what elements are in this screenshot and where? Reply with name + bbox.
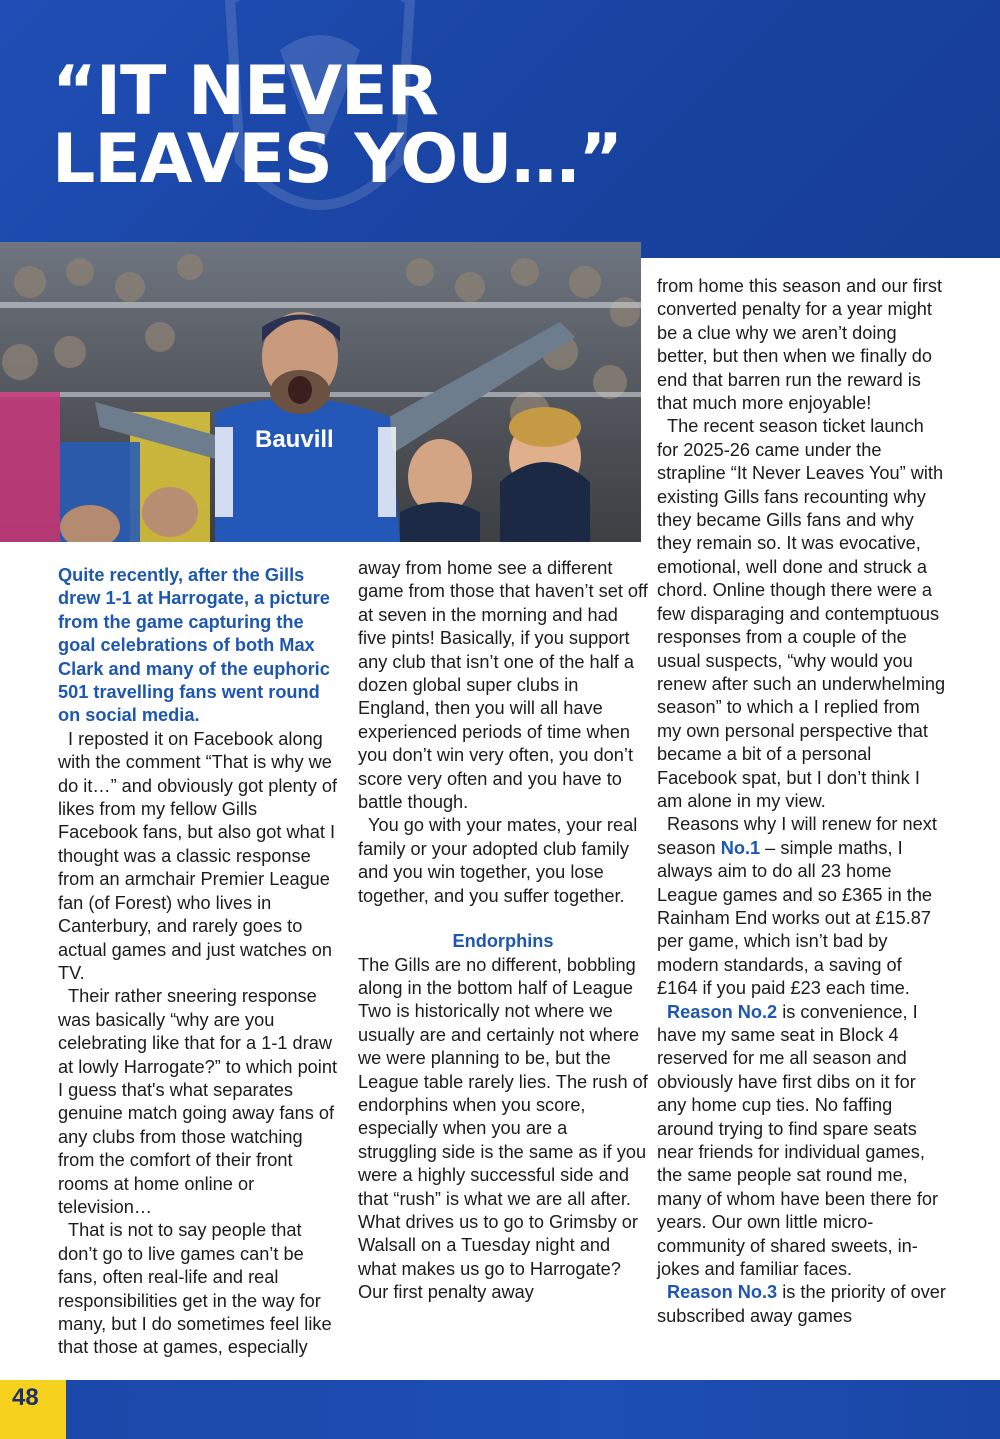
headline-line-1: “IT NEVER [52,52,438,131]
header-band [0,0,1000,258]
article-paragraph: from home this season and our first converted penalty for a year might be a clue why we aren’t doing better, but then when we finally do end that barren run the reward is that much more enjoyable! [657,276,943,414]
article-paragraph [657,1001,947,1282]
article-paragraph: away from home see a different game from those that haven’t set off at seven in the morning and had five pints! Basically, if you support any club that isn’t one of the half a dozen global super clubs in England, then you will all have experienced periods of time when you don’t win very often, you don’t score very often and you have to battle though. [358,558,648,813]
reason-highlight: No.1 [720,837,761,858]
paragraph-text: – simple maths, I always aim to do all 23 home League games and so £365 in the Rainham End works out at £15.87 per game, which isn’t bad by modern standards, a saving of £164 if you paid £23 each time. [657,837,933,999]
section-subheading: Endorphins [452,931,554,952]
paragraph-text: Reasons why I will renew for next season [657,814,937,858]
footer-band [0,1380,1000,1439]
fans-celebration-photo [0,242,641,542]
article-standfirst: Quite recently, after the Gills drew 1-1 at Harrogate, a picture from the game capturing the goal celebrations of both Max Clark and many of the euphoric 501 travelling fans went round on social media. [58,565,330,726]
crowd-illustration [0,242,641,542]
article-paragraph: Their rather sneering response was basically “why are you celebrating like that for a 1-1 draw at lowly Harrogate?” to which point I guess that's what separates genuine match going away fans of any clubs from those watching from the comfort of their front rooms at home online or television… [58,986,338,1217]
paragraph-text: is convenience, I have my same seat in Block 4 reserved for me all season and obviously have first dibs on it for any home cup ties. No faffing around trying to find spare seats near friends for individual games, the same people sat round me, many of whom have been there for years. Our own little micro-community of shared sweets, in-jokes and familiar faces. [657,1001,939,1280]
page-title [52,52,672,199]
article-paragraph: The Gills are no different, bobbling along in the bottom half of League Two is historically not where we usually are and certainly not where we were planning to be, but the League table rarely lies. The rush of endorphins when you score, especially when you are a struggling side is the same as if you were a highly successful side and that “rush” is what we are all after. What drives us to go to Grimsby or Walsall on a Tuesday night and what makes us go to Harrogate? Our first penalty away [358,954,648,1303]
reason-highlight: Reason No.3 [667,1282,778,1303]
page-number: 48 [12,1384,39,1411]
paragraph-text: is the priority of over subscribed away games [657,1282,946,1326]
reason-highlight: Reason No.2 [667,1001,778,1022]
article-column-2 [358,557,648,1305]
article-paragraph: The recent season ticket launch for 2025-26 came under the strapline “It Never Leaves You” with existing Gills fans recounting why they became Gills fans and why they remain so. It was evocative, emotional, well done and struck a chord. Online though there were a few disparaging and contemptuous responses from a couple of the usual suspects, “why would you renew after such an underwhelming season” to which a I replied from my own personal perspective that became a bit of a personal Facebook spat, but I don’t think I am alone in my view. [657,416,946,811]
shirt-sponsor-text: Bauvill [255,426,334,453]
article-paragraph [657,813,947,1000]
article-column-1 [58,564,340,1360]
article-paragraph: That is not to say people that don’t go to live games can’t be fans, often real-life and real responsibilities get in the way for many, but I do sometimes feel like that those at games, especially [58,1220,332,1358]
article-paragraph [657,1281,947,1328]
article-column-3 [657,275,947,1328]
article-paragraph: You go with your mates, your real family or your adopted club family and you win together, you lose together, and you suffer together. [358,815,638,906]
headline-line-2: LEAVES YOU…” [52,120,623,199]
article-paragraph: I reposted it on Facebook along with the comment “That is why we do it…” and obviously got plenty of likes from my fellow Gills Facebook fans, but also got what I thought was a classic response from an armchair Premier League fan (of Forest) who lives in Canterbury, and rarely goes to actual games and just watches on TV. [58,728,338,983]
